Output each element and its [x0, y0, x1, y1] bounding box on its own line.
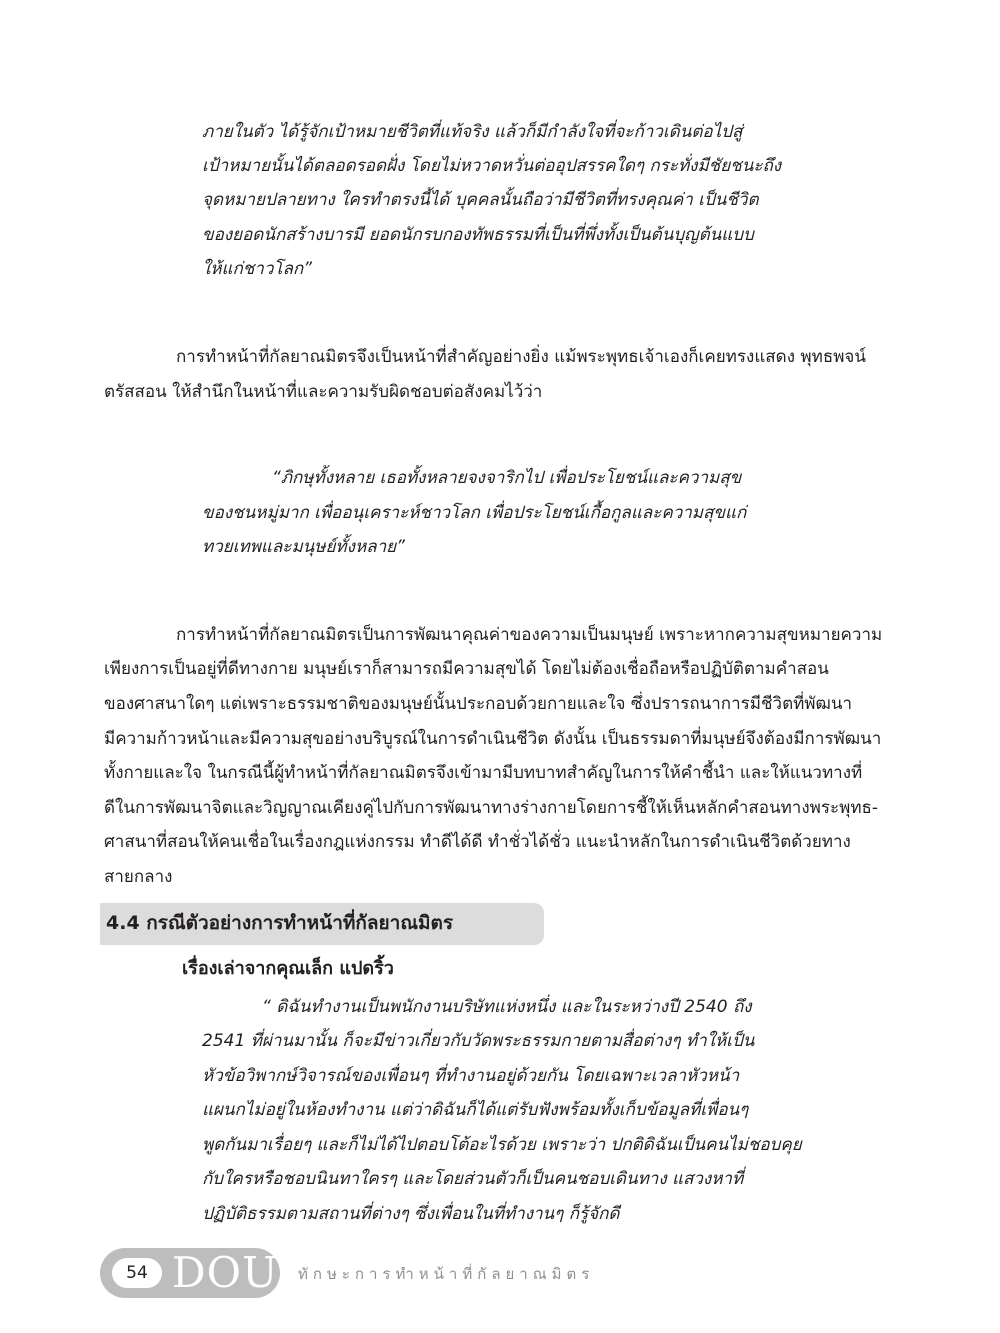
paragraph2-line: ทั้งกายและใจ ในกรณีนี้ผู้ทำหน้าที่กัลยาณมิตรจึงเข้ามามีบทบาทสำคัญในการให้คำชี้นำ และให้แนวทางที่ — [104, 763, 863, 783]
page-number: 54 — [112, 1258, 162, 1288]
paragraph1-line: การทำหน้าที่กัลยาณมิตรจึงเป็นหน้าที่สำคัญอย่างยิ่ง แม้พระพุทธเจ้าเองก็เคยทรงแสดง พุทธพจน์ — [176, 347, 866, 367]
paragraph2-line: ดีในการพัฒนาจิตและวิญญาณเคียงคู่ไปกับการพัฒนาทางร่างกายโดยการชี้ให้เห็นหลักคำสอนทางพระพุทธ- — [104, 798, 879, 818]
story-subheading: เรื่องเล่าจากคุณเล็ก แปดริ้ว — [182, 958, 394, 979]
quote1-line: จุดหมายปลายทาง ใครทำตรงนี้ได้ บุคคลนั้นถือว่ามีชีวิตที่ทรงคุณค่า เป็นชีวิต — [202, 190, 759, 210]
paragraph1-line: ตรัสสอน ให้สำนึกในหน้าที่และความรับผิดชอบต่อสังคมไว้ว่า — [104, 382, 543, 402]
quote3-line: กับใครหรือชอบนินทาใครๆ และโดยส่วนตัวก็เป็นคนชอบเดินทาง แสวงหาที่ — [202, 1169, 744, 1189]
quote1-line: ของยอดนักสร้างบารมี ยอดนักรบกองทัพธรรมที่เป็นที่พึ่งทั้งเป็นต้นบุญต้นแบบ — [202, 225, 754, 245]
section-heading: 4.4 กรณีตัวอย่างการทำหน้าที่กัลยาณมิตร — [106, 912, 454, 934]
quote3-line: “ ดิฉันทำงานเป็นพนักงานบริษัทแห่งหนึ่ง และในระหว่างปี 2540 ถึง — [262, 997, 752, 1017]
quote1-line: ให้แก่ชาวโลก” — [202, 259, 313, 279]
quote1-line: เป้าหมายนั้นได้ตลอดรอดฝั่ง โดยไม่หวาดหวั่นต่ออุปสรรคใดๆ กระทั่งมีชัยชนะถึง — [202, 156, 782, 176]
quote2-line: ทวยเทพและมนุษย์ทั้งหลาย” — [202, 537, 405, 557]
paragraph2-line: การทำหน้าที่กัลยาณมิตรเป็นการพัฒนาคุณค่าของความเป็นมนุษย์ เพราะหากความสุขหมายความ — [176, 625, 883, 645]
paragraph2-line: มีความก้าวหน้าและมีความสุขอย่างบริบูรณ์ในการดำเนินชีวิต ดังนั้น เป็นธรรมดาที่มนุษย์จึงต้องมีการพัฒนา — [104, 729, 882, 749]
paragraph2-line: ศาสนาที่สอนให้คนเชื่อในเรื่องกฎแห่งกรรม ทำดีได้ดี ทำชั่วได้ชั่ว แนะนำหลักในการดำเนินชีวิตด้วยทาง — [104, 832, 851, 852]
quote2-line: “ภิกษุทั้งหลาย เธอทั้งหลายจงจาริกไป เพื่อประโยชน์และความสุข — [272, 468, 742, 488]
quote1-line: ภายในตัว ได้รู้จักเป้าหมายชีวิตที่แท้จริง แล้วก็มีกำลังใจที่จะก้าวเดินต่อไปสู่ — [202, 122, 743, 142]
brand-logo: DOU — [172, 1248, 279, 1297]
quote3-line: 2541 ที่ผ่านมานั้น ก็จะมีข่าวเกี่ยวกับวัดพระธรรมกายตามสื่อต่างๆ ทำให้เป็น — [202, 1031, 755, 1051]
quote3-line: หัวข้อวิพากษ์วิจารณ์ของเพื่อนๆ ที่ทำงานอยู่ด้วยกัน โดยเฉพาะเวลาหัวหน้า — [202, 1066, 740, 1086]
paragraph2-line: เพียงการเป็นอยู่ที่ดีทางกาย มนุษย์เราก็สามารถมีความสุขได้ โดยไม่ต้องเชื่อถือหรือปฏิบัติตามคำสอน — [104, 659, 829, 679]
quote3-line: แผนกไม่อยู่ในห้องทำงาน แต่ว่าดิฉันก็ได้แต่รับฟังพร้อมทั้งเก็บข้อมูลที่เพื่อนๆ — [202, 1100, 749, 1120]
quote3-line: พูดกันมาเรื่อยๆ และก็ไม่ได้ไปตอบโต้อะไรด้วย เพราะว่า ปกติดิฉันเป็นคนไม่ชอบคุย — [202, 1135, 802, 1155]
footer-book-title: ทักษะการทำหน้าที่กัลยาณมิตร — [298, 1265, 595, 1283]
paragraph2-line: สายกลาง — [104, 867, 173, 887]
quote3-line: ปฏิบัติธรรมตามสถานที่ต่างๆ ซึ่งเพื่อนในที่ทำงานๆ ก็รู้จักดี — [202, 1204, 620, 1224]
paragraph2-line: ของศาสนาใดๆ แต่เพราะธรรมชาติของมนุษย์นั้นประกอบด้วยกายและใจ ซึ่งปรารถนาการมีชีวิตที่พัฒนา — [104, 694, 853, 714]
quote2-line: ของชนหมู่มาก เพื่ออนุเคราะห์ชาวโลก เพื่อประโยชน์เกื้อกูลและความสุขแก่ — [202, 503, 747, 523]
